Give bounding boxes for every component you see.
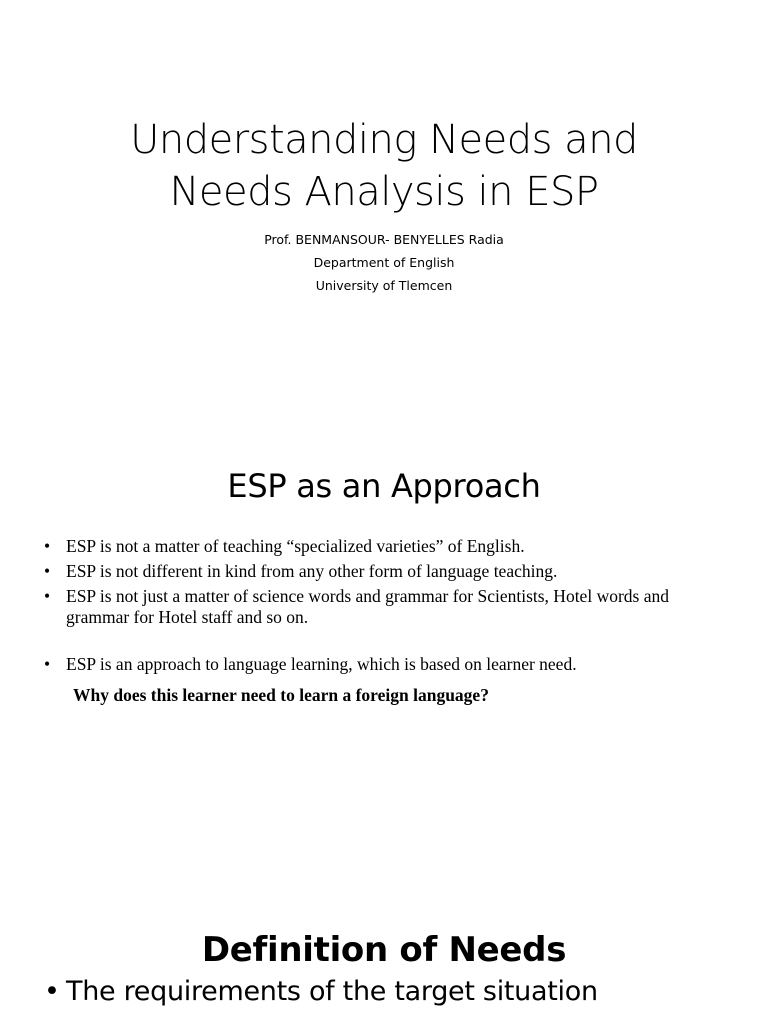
bullet-item: • ESP is not just a matter of science words and grammar for Scientists, Hotel words and grammar for Hotel staff and so on. bbox=[44, 586, 724, 628]
slide-heading: Definition of Needs bbox=[201, 930, 567, 970]
title-line-2: Needs Analysis in ESP bbox=[169, 169, 599, 215]
bullet-list bbox=[44, 536, 724, 679]
slide-title bbox=[0, 0, 768, 432]
department-name: Department of English bbox=[313, 255, 455, 270]
author-info bbox=[0, 228, 768, 297]
slide-heading: ESP as an Approach bbox=[227, 467, 541, 505]
title-line-1: Understanding Needs and bbox=[130, 117, 638, 163]
slide-esp-approach bbox=[0, 432, 768, 902]
author-name: Prof. BENMANSOUR- BENYELLES Radia bbox=[264, 232, 504, 247]
bullet-list bbox=[44, 974, 744, 1010]
bullet-item: • The requirements of the target situation bbox=[44, 974, 744, 1010]
presentation-title bbox=[0, 114, 768, 218]
slide-definition-needs bbox=[0, 902, 768, 1024]
bullet-item: • ESP is not different in kind from any other form of language teaching. bbox=[44, 561, 724, 582]
university-name: University of Tlemcen bbox=[315, 278, 453, 293]
key-question: Why does this learner need to learn a foreign language? bbox=[73, 685, 489, 705]
bullet-item: • ESP is not a matter of teaching “specialized varieties” of English. bbox=[44, 536, 724, 557]
bullet-item: • ESP is an approach to language learning, which is based on learner need. bbox=[44, 654, 724, 675]
